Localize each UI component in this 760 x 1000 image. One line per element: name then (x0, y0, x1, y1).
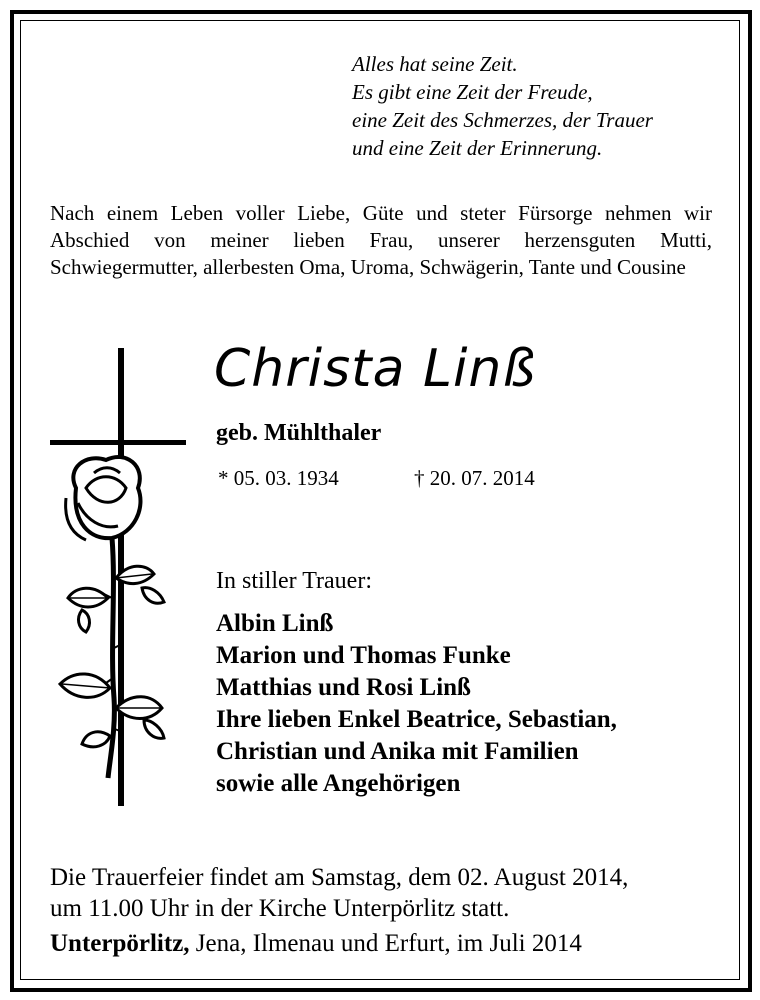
closing-line (50, 930, 582, 958)
intro-text: Nach einem Leben voller Liebe, Güte und steter Fürsorge nehmen wir Abschied von meiner lieben Frau, unserer herzensguten Mutti, Schwiegermutter, allerbesten Oma, Uroma, Schwägerin, Tante und Cousine (50, 201, 712, 279)
cross-with-rose-icon (46, 348, 186, 808)
closing-place: Unterpörlitz, (50, 930, 190, 957)
mourners-list (216, 608, 617, 800)
birth-date: * 05. 03. 1934 (218, 466, 339, 490)
poem (352, 50, 653, 162)
poem-line: und eine Zeit der Erinnerung. (352, 136, 603, 160)
mourner-line: Matthias und Rosi Linß (216, 674, 471, 701)
mourning-label: In stiller Trauer: (216, 568, 372, 594)
deceased-name: Christa Linß (214, 339, 537, 399)
poem-line: Alles hat seine Zeit. (352, 52, 518, 76)
funeral-info (50, 862, 628, 924)
death-date: † 20. 07. 2014 (414, 466, 535, 490)
mourner-line: Marion und Thomas Funke (216, 642, 511, 669)
funeral-line: Die Trauerfeier findet am Samstag, dem 02. August 2014, (50, 864, 629, 891)
poem-line: Es gibt eine Zeit der Freude, (352, 80, 593, 104)
maiden-name: geb. Mühlthaler (216, 420, 382, 446)
life-dates (218, 466, 535, 491)
mourner-line: Ihre lieben Enkel Beatrice, Sebastian, (216, 706, 617, 733)
mourner-line: sowie alle Angehörigen (216, 770, 461, 797)
poem-line: eine Zeit des Schmerzes, der Trauer (352, 108, 653, 132)
funeral-line: um 11.00 Uhr in der Kirche Unterpörlitz statt. (50, 895, 510, 922)
closing-rest: Jena, Ilmenau und Erfurt, im Juli 2014 (189, 930, 582, 957)
mourner-line: Albin Linß (216, 610, 334, 637)
mourner-line: Christian und Anika mit Familien (216, 738, 579, 765)
